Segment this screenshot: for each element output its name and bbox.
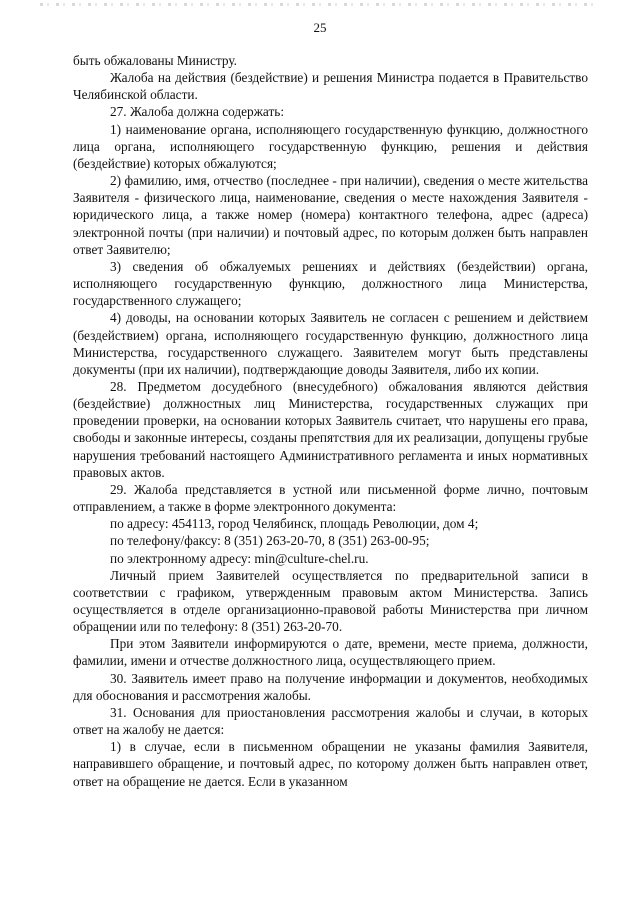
contact-phone-fax: по телефону/факсу: 8 (351) 263-20-70, 8 (351) 263-00-95; — [110, 533, 430, 549]
document-body — [73, 52, 588, 790]
paragraph-personal-reception: Личный прием Заявителей осуществляется по предварительной записи в соответствии с графиком, утвержденным правовым актом Министерства. Запись осуществляется в отделе организационно-правовой работы Министерства при личном обращении или по телефону: 8 (351) 263-20-70. — [73, 567, 588, 635]
paragraph-27-heading: 27. Жалоба должна содержать: — [110, 104, 285, 120]
page-number: 25 — [313, 20, 327, 35]
paragraph-27-item-2: 2) фамилию, имя, отчество (последнее - при наличии), сведения о месте жительства Заявителя - физического лица, наименование, сведения о месте нахождения Заявителя - юридического лица, а также номер (номера) контактного телефона, адрес (адреса) электронной почты (при наличии) и почтовый адрес, по которым должен быть направлен ответ Заявителю; — [73, 173, 588, 257]
paragraph-continuation: быть обжалованы Министру. — [73, 53, 238, 68]
paragraph-31-heading: 31. Основания для приостановления рассмотрения жалобы и случаи, в которых ответ на жалобу не дается: — [73, 704, 588, 738]
paragraph-27-item-1: 1) наименование органа, исполняющего государственную функцию, должностного лица органа, исполняющего государственную функцию, решения и действия (бездействие) которых обжалуются; — [73, 121, 588, 171]
paragraph-29: 29. Жалоба представляется в устной или письменной форме лично, почтовым отправлением, а также в форме электронного документа: — [73, 481, 588, 515]
paragraph-31-item-1: 1) в случае, если в письменном обращении не указаны фамилия Заявителя, направившего обращение, и почтовый адрес, по которому должен быть направлен ответ, ответ на обращение не дается. Если в указанном — [73, 739, 588, 789]
paragraph-27-item-4: 4) доводы, на основании которых Заявитель не согласен с решением и действием (бездействием) органа, исполняющего государственную функцию, должностного лица Министерства, государственного служащего. Заявителем могут быть представлены документы (при их наличии), подтверждающие доводы Заявителя, либо их копии. — [73, 310, 588, 377]
contact-postal-address: по адресу: 454113, город Челябинск, площадь Революции, дом 4; — [110, 516, 479, 532]
contact-email: по электронному адресу: min@culture-chel.ru. — [110, 550, 369, 566]
paragraph-27-item-3: 3) сведения об обжалуемых решениях и действиях (бездействии) органа, исполняющего государственную функцию, должностного лица Министерства, государственного служащего; — [73, 258, 588, 309]
paragraph-28: 28. Предметом досудебного (внесудебного) обжалования являются действия (бездействие) должностных лиц Министерства, государственных служащих при проведении проверки, на основании которых Заявитель считает, что нарушены его права, свободы и законные интересы, созданы препятствия для их реализации, допущены грубые нарушения требований настоящего Административного регламента и иных нормативных правовых актов. — [73, 378, 588, 480]
paragraph-reception-info: При этом Заявители информируются о дате, времени, месте приема, должности, фамилии, имени и отчестве должностного лица, осуществляющего прием. — [73, 636, 588, 669]
scan-artifact-strip — [40, 3, 600, 6]
paragraph-30: 30. Заявитель имеет право на получение информации и документов, необходимых для обоснования и рассмотрения жалобы. — [73, 670, 588, 703]
paragraph-complaint-government: Жалоба на действия (бездействие) и решения Министра подается в Правительство Челябинской области. — [73, 70, 588, 103]
